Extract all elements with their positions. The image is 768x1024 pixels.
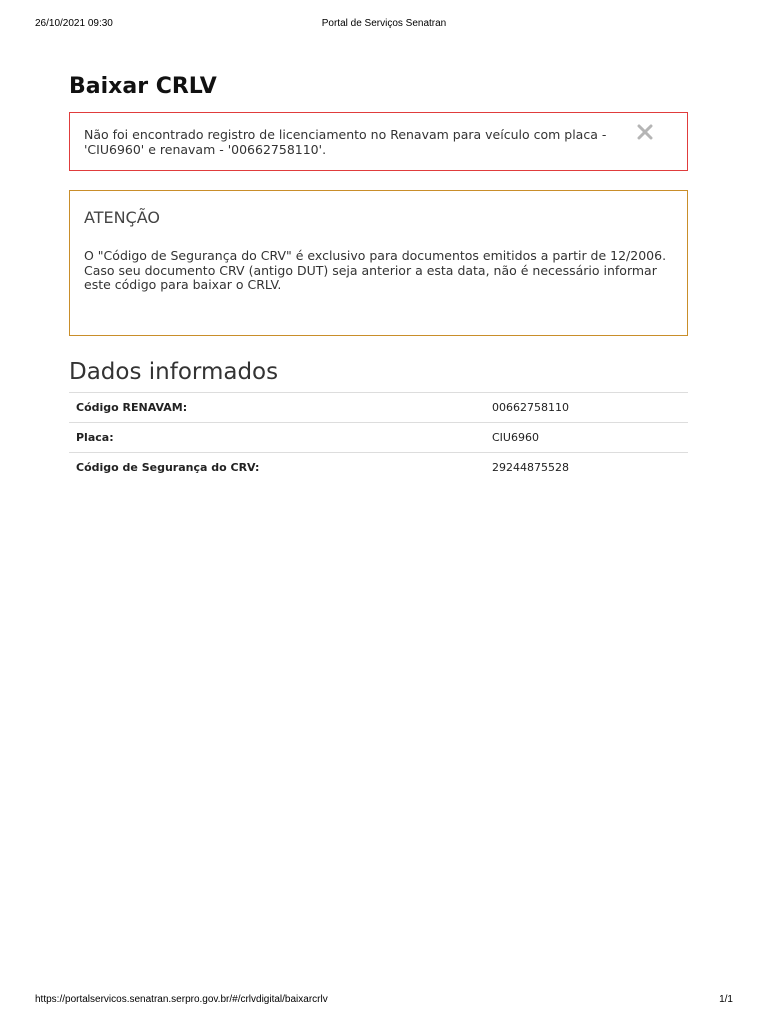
print-datetime: 26/10/2021 09:30 <box>35 18 113 29</box>
print-page-count: 1/1 <box>719 994 733 1005</box>
print-document-title: Portal de Serviços Senatran <box>321 18 447 29</box>
error-alert-message: Não foi encontrado registro de licenciamento no Renavam para veículo com placa - 'CIU6960' e renavam - '00662758110'. <box>84 127 607 157</box>
print-footer <box>0 994 768 1008</box>
row-label: Código RENAVAM: <box>69 393 485 423</box>
error-alert <box>69 112 688 171</box>
dados-table <box>69 392 688 482</box>
table-row <box>69 453 688 483</box>
row-value: CIU6960 <box>485 423 688 453</box>
warning-alert <box>69 190 688 336</box>
section-title-dados: Dados informados <box>69 359 279 385</box>
table-row <box>69 423 688 453</box>
warning-alert-line-2: Caso seu documento CRV (antigo DUT) seja anterior a esta data, não é necessário informar este código para baixar o CRLV. <box>84 262 657 293</box>
warning-alert-title: ATENÇÃO <box>84 208 160 227</box>
warning-alert-body <box>84 249 673 293</box>
print-header <box>0 18 768 32</box>
close-icon[interactable] <box>637 124 653 140</box>
row-label: Placa: <box>69 423 485 453</box>
row-value: 00662758110 <box>485 393 688 423</box>
main-content <box>69 72 688 482</box>
row-label: Código de Segurança do CRV: <box>69 453 485 483</box>
print-url: https://portalservicos.senatran.serpro.gov.br/#/crlvdigital/baixarcrlv <box>35 994 328 1005</box>
table-row <box>69 393 688 423</box>
page-title: Baixar CRLV <box>69 74 217 99</box>
row-value: 29244875528 <box>485 453 688 483</box>
warning-alert-line-1: O "Código de Segurança do CRV" é exclusivo para documentos emitidos a partir de 12/2006. <box>84 248 667 263</box>
